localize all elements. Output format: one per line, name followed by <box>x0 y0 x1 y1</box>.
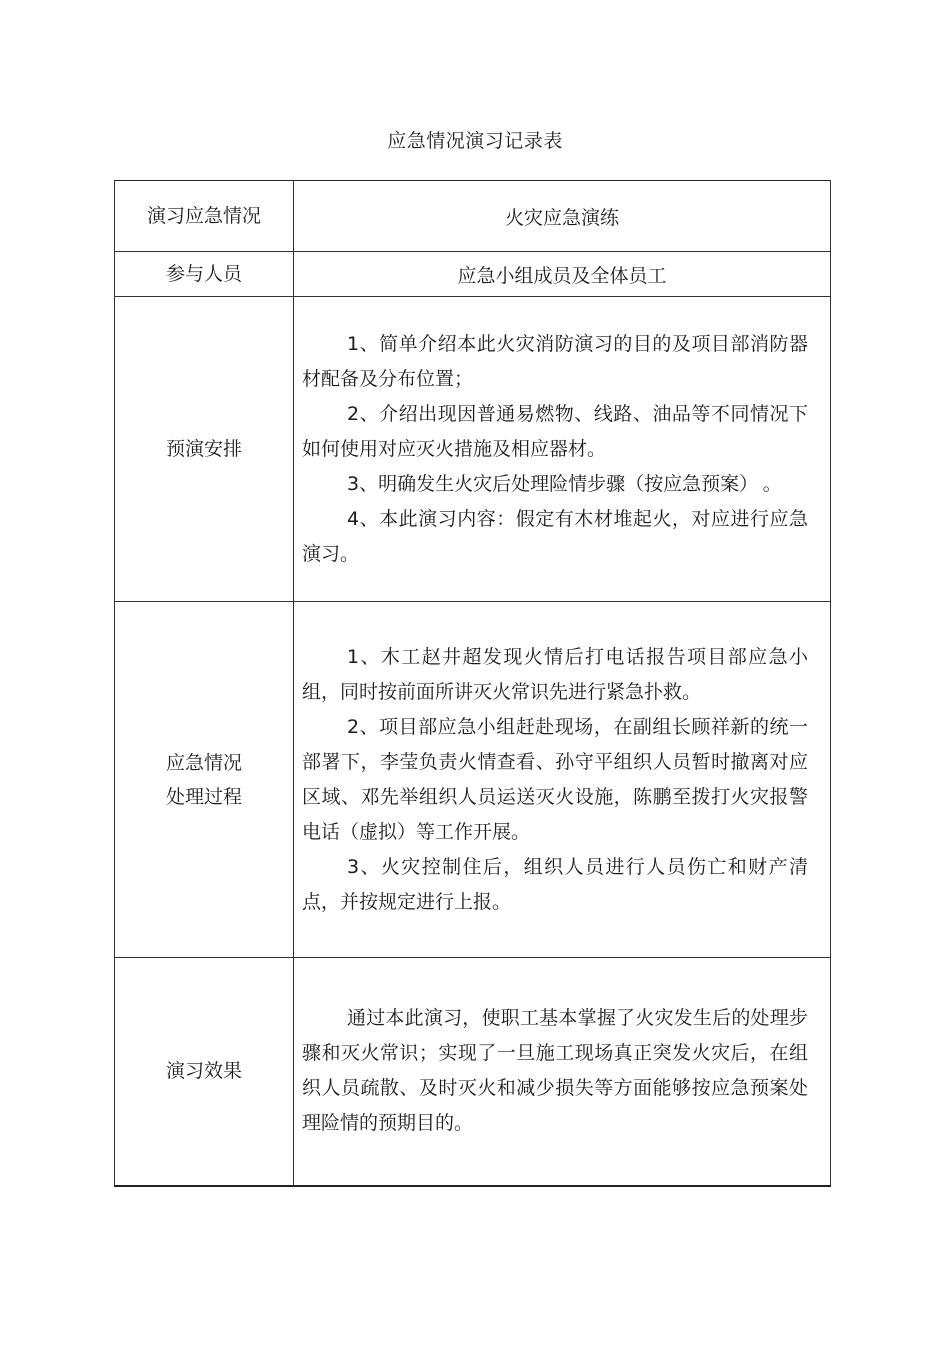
label-effect: 演习效果 <box>115 958 294 1186</box>
row-participants <box>115 252 831 297</box>
value-drill: 火灾应急演练 <box>294 181 831 252</box>
plan-item-1: 1、简单介绍本此火灾消防演习的目的及项目部消防器材配备及分布位置； <box>302 332 808 390</box>
effect-text: 通过本此演习，使职工基本掌握了火灾发生后的处理步骤和灭火常识；实现了一旦施工现场真正突发火灾后，在组织人员疏散、及时灭火和减少损失等方面能够按应急预案处理险情的预期目的。 <box>302 1007 808 1135</box>
document-title: 应急情况演习记录表 <box>387 130 563 152</box>
value-process <box>294 602 831 958</box>
drill-record-table <box>114 180 831 1187</box>
process-item-2: 2、项目部应急小组赶赴现场，在副组长顾祥新的统一部署下，李莹负责火情查看、孙守平组织人员暂时撤离对应区域、邓先举组织人员运送灭火设施，陈鹏至拨打火灾报警电话（虚拟）等工作开展。 <box>302 715 808 843</box>
plan-item-2: 2、介绍出现因普通易燃物、线路、油品等不同情况下如何使用对应灭火措施及相应器材。 <box>302 402 808 460</box>
label-plan: 预演安排 <box>115 297 294 602</box>
row-plan <box>115 297 831 602</box>
plan-item-4: 4、本此演习内容：假定有木材堆起火，对应进行应急演习。 <box>302 507 808 565</box>
label-participants: 参与人员 <box>115 252 294 297</box>
plan-item-3-period: 。 <box>762 472 782 495</box>
row-effect <box>115 958 831 1186</box>
label-process-line-2: 处理过程 <box>165 785 242 808</box>
plan-item-3-text: 3、明确发生火灾后处理险情步骤（按应急预案） <box>347 472 749 495</box>
value-effect <box>294 958 831 1186</box>
process-item-3: 3、火灾控制住后，组织人员进行人员伤亡和财产清点，并按规定进行上报。 <box>302 855 808 913</box>
row-drill <box>115 181 831 252</box>
value-plan <box>294 297 831 602</box>
value-participants: 应急小组成员及全体员工 <box>294 252 831 297</box>
label-process-line-1: 应急情况 <box>165 751 242 774</box>
process-item-1: 1、木工赵井超发现火情后打电话报告项目部应急小组，同时按前面所讲灭火常识先进行紧急扑救。 <box>302 645 808 703</box>
plan-item-3 <box>302 467 808 502</box>
label-drill: 演习应急情况 <box>115 181 294 252</box>
label-process <box>115 602 294 958</box>
row-process <box>115 602 831 958</box>
